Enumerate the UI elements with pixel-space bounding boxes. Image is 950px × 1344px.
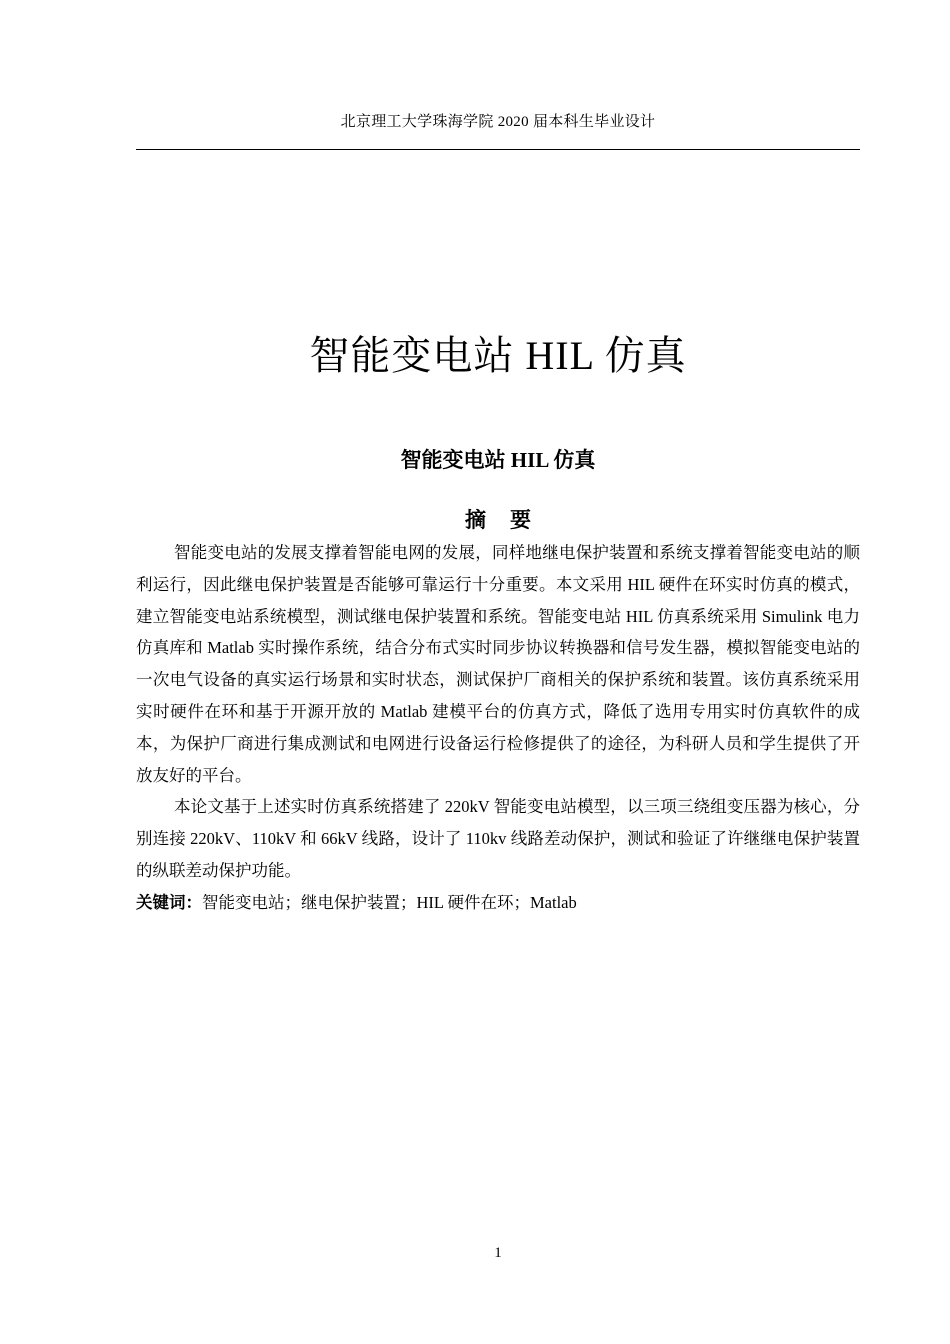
abstract-title: 智能变电站 HIL 仿真 [400, 448, 596, 472]
page-title: 智能变电站 HIL 仿真 [309, 333, 687, 378]
abstract-paragraph-2: 本论文基于上述实时仿真系统搭建了 220kV 智能变电站模型，以三项三绕组变压器为核心，分别连接 220kV、110kV 和 66kV 线路，设计了 110kv 线路差动保护，测试和验证了许继继电保护装置的纵联差动保护功能。 [136, 797, 860, 880]
keywords-text: 智能变电站；继电保护装置；HIL 硬件在环；Matlab [202, 892, 577, 912]
keywords-label: 关键词： [136, 892, 202, 912]
abstract-heading: 摘要 [465, 508, 555, 532]
abstract-paragraph-1: 智能变电站的发展支撑着智能电网的发展，同样地继电保护装置和系统支撑着智能变电站的顺利运行，因此继电保护装置是否能够可靠运行十分重要。本文采用 HIL 硬件在环实时仿真的模式，建立智能变电站系统模型，测试继电保护装置和系统。智能变电站 HIL 仿真系统采用 Simulink 电力仿真库和 Matlab 实时操作系统，结合分布式实时同步协议转换器和信号发生器，模拟智能变电站的一次电气设备的真实运行场景和实时状态，测试保护厂商相关的保护系统和装置。该仿真系统采用实时硬件在环和基于开源开放的 Matlab 建模平台的仿真方式，降低了选用专用实时仿真软件的成本，为保护厂商进行集成测试和电网进行设备运行检修提供了的途径，为科研人员和学生提供了开放友好的平台。 [136, 543, 860, 785]
header-divider [136, 149, 860, 150]
page-header: 北京理工大学珠海学院 2020 届本科生毕业设计 [340, 114, 656, 130]
keywords-line [136, 887, 860, 919]
page-number: 1 [494, 1245, 502, 1261]
abstract-body [136, 537, 860, 919]
